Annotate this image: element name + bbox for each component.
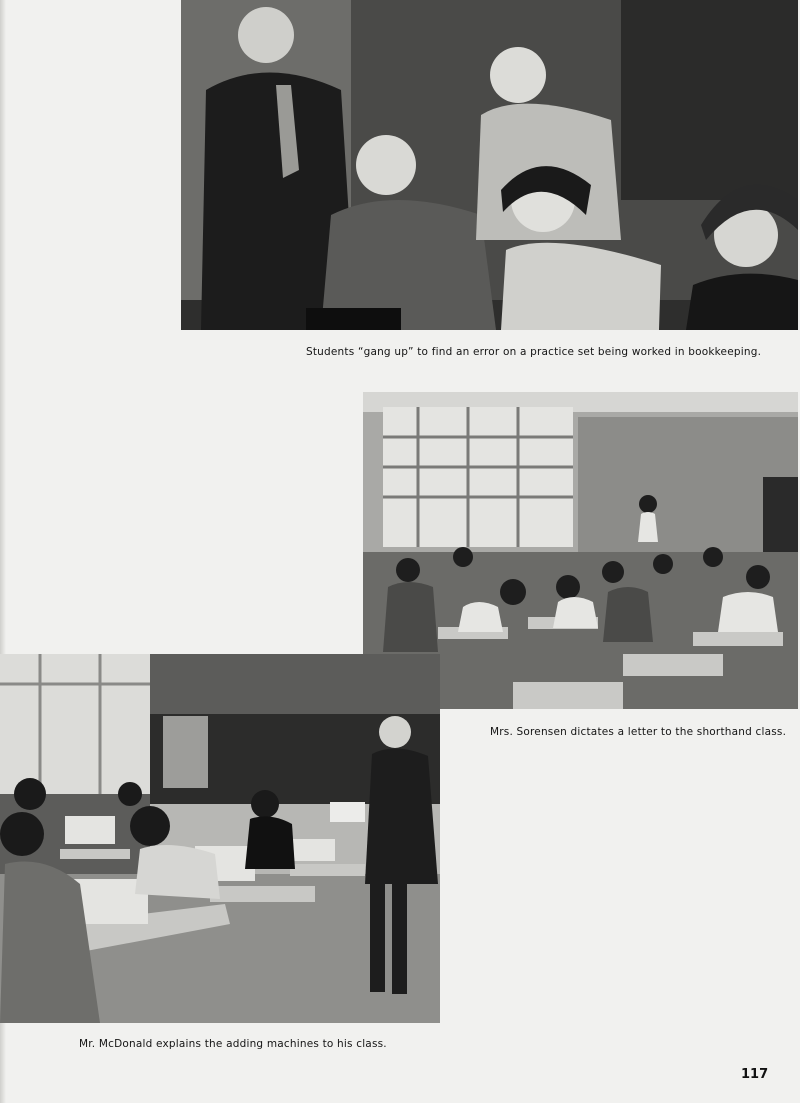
adding-machines-caption: Mr. McDonald explains the adding machines to his class. xyxy=(79,1038,387,1050)
shorthand-caption: Mrs. Sorensen dictates a letter to the shorthand class. xyxy=(490,726,787,738)
adding-machines-photo xyxy=(0,654,440,1023)
bookkeeping-caption: Students “gang up” to find an error on a practice set being worked in bookkeeping. xyxy=(306,346,762,358)
page-number: 117 xyxy=(741,1067,769,1082)
bookkeeping-photo xyxy=(181,0,798,330)
